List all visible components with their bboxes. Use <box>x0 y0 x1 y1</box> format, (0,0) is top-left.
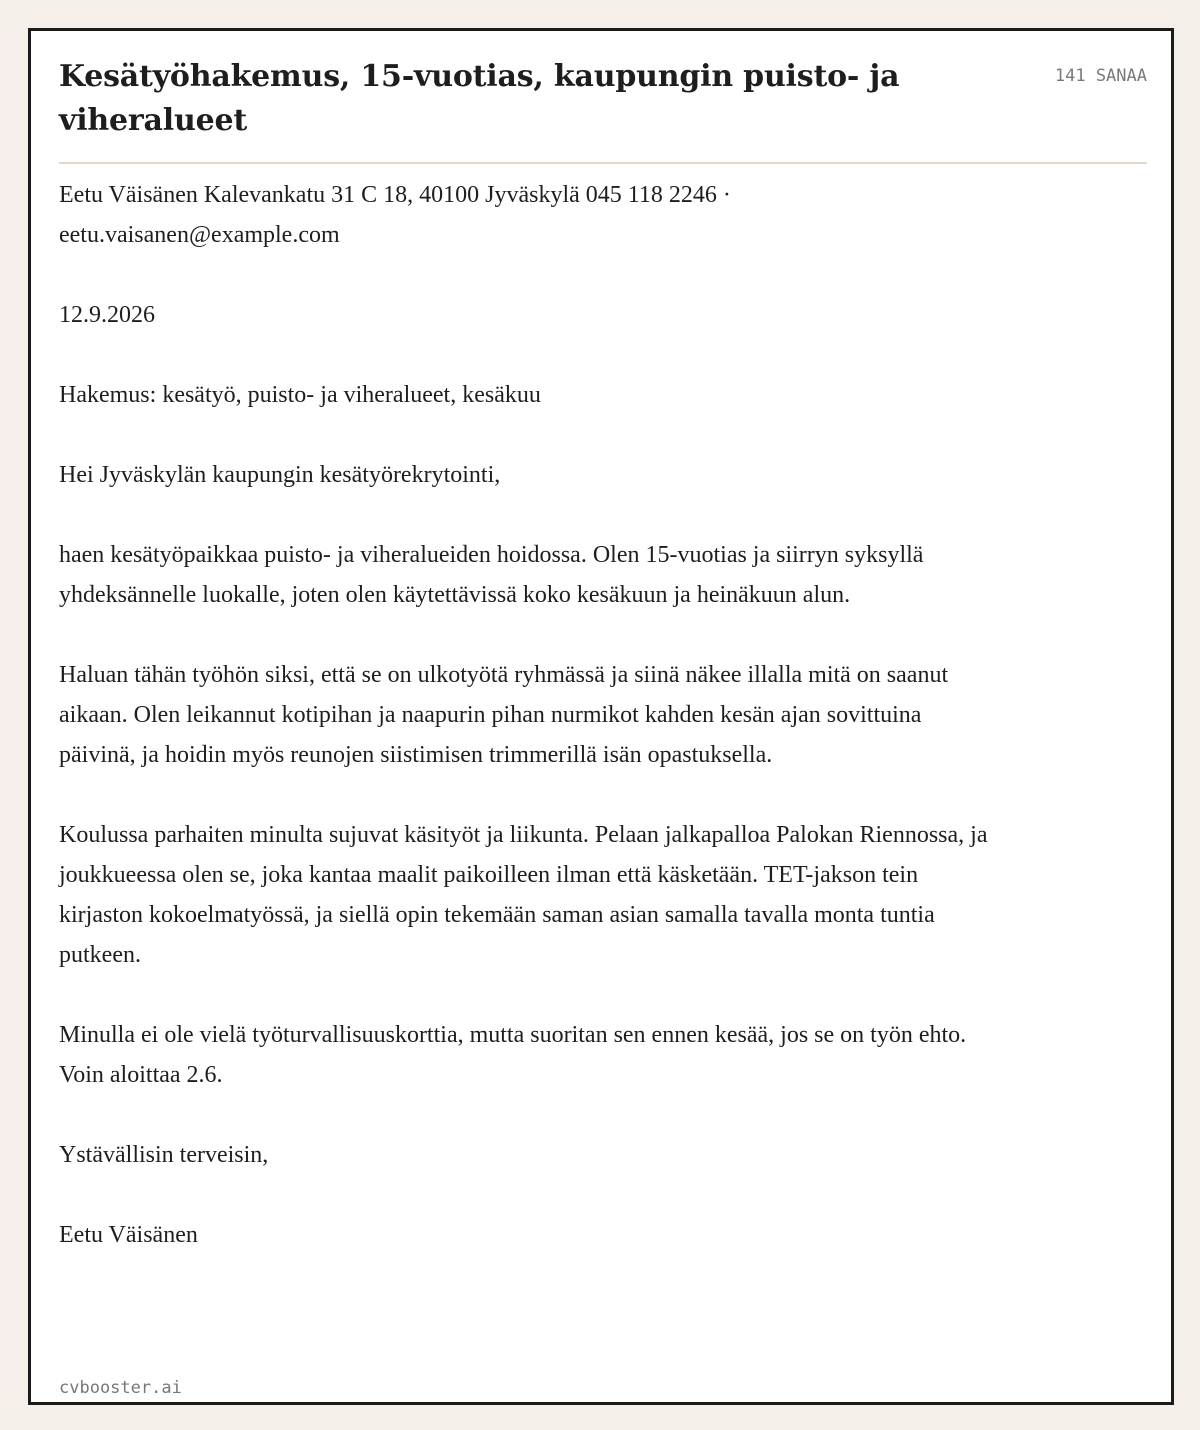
letter-signature: Eetu Väisänen <box>59 1222 198 1248</box>
word-count-badge: 141 SANAA <box>1054 66 1147 86</box>
letter-paragraph-motivation: Haluan tähän työhön siksi, että se on ulkotyötä ryhmässä ja siinä näkee illalla mitä on saanut aikaan. Olen leikannut kotipihan ja naapurin pihan nurmikot kahden kesän ajan sovittuina päivinä, ja hoidin myös reunojen siistimisen trimmerillä isän opastuksella. <box>59 662 949 768</box>
document-title: Kesätyöhakemus, 15-vuotias, kaupungin puisto- ja viheralueet <box>59 59 900 138</box>
document-header <box>59 55 1147 164</box>
site-watermark: cvbooster.ai <box>59 1378 182 1398</box>
letter-greeting: Hei Jyväskylän kaupungin kesätyörekrytointi, <box>59 462 501 488</box>
letter-paragraph-availability: haen kesätyöpaikkaa puisto- ja viheralueiden hoidossa. Olen 15-vuotias ja siirryn syksyllä yhdeksännelle luokalle, joten olen käytettävissä koko kesäkuun ja heinäkuun alun. <box>59 542 924 608</box>
letter-body <box>59 175 999 1255</box>
letter-paragraph-school-and-hobbies: Koulussa parhaiten minulta sujuvat käsityöt ja liikunta. Pelaan jalkapalloa Palokan Riennossa, ja joukkueessa olen se, joka kantaa maalit paikoilleen ilman että käsketään. TET-jakson tein kirjaston kokoelmatyössä, ja siellä opin tekemään saman asian samalla tavalla monta tuntia putkeen. <box>59 822 988 968</box>
letter-closing: Ystävällisin terveisin, <box>59 1142 269 1168</box>
cover-letter-card <box>28 28 1174 1405</box>
letter-subject: Hakemus: kesätyö, puisto- ja viheralueet, kesäkuu <box>59 382 541 408</box>
letter-date: 12.9.2026 <box>59 302 155 328</box>
sender-contact-line: Eetu Väisänen Kalevankatu 31 C 18, 40100 Jyväskylä 045 118 2246 · eetu.vaisanen@example.com <box>59 182 731 248</box>
letter-paragraph-start-date: Minulla ei ole vielä työturvallisuuskorttia, mutta suoritan sen ennen kesää, jos se on työn ehto. Voin aloittaa 2.6. <box>59 1022 967 1088</box>
